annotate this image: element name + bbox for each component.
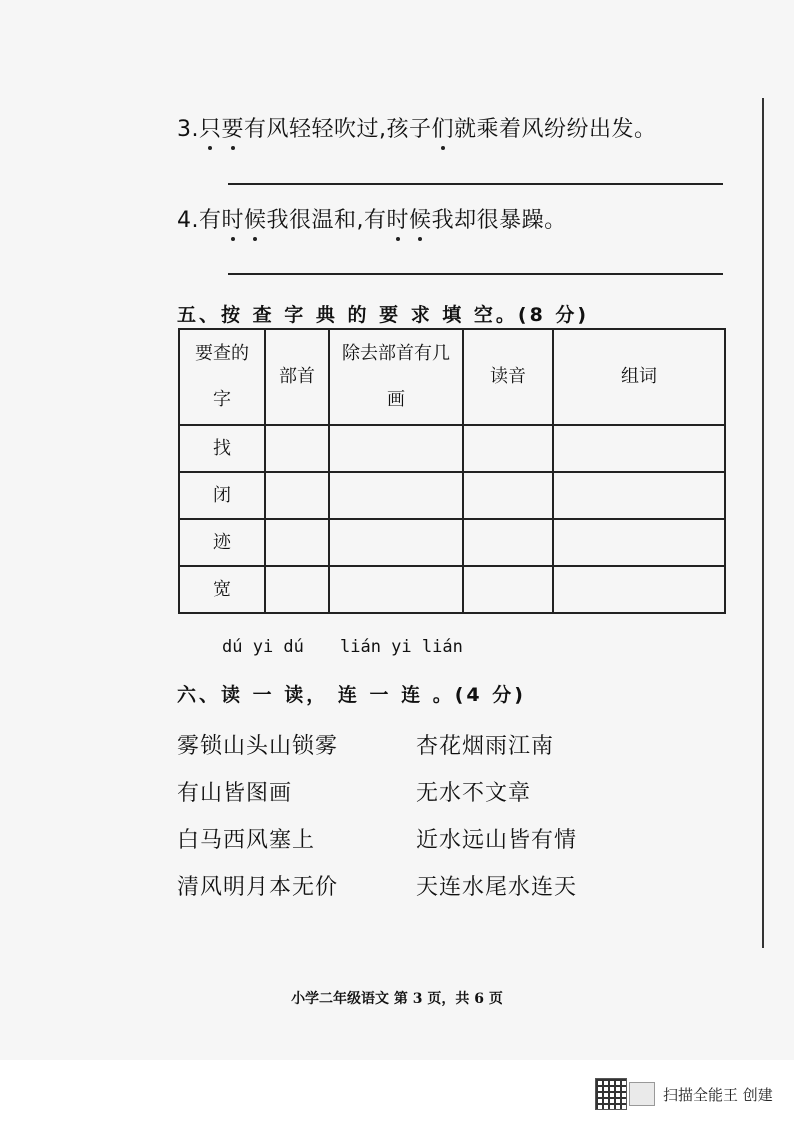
blank-cell[interactable] [553, 566, 725, 613]
blank-cell[interactable] [553, 425, 725, 472]
sentence-4-text: 我却很暴躁。 [431, 208, 567, 233]
row-character: 找 [179, 425, 265, 472]
blank-cell[interactable] [329, 566, 463, 613]
emphasis-char: 时 [386, 208, 410, 233]
match-left-item[interactable]: 清风明月本无价 [177, 875, 339, 900]
app-logo-icon [629, 1082, 655, 1106]
row-character: 迹 [179, 519, 265, 566]
answer-line-4[interactable] [228, 273, 723, 275]
header-pronunciation: 读音 [463, 329, 553, 425]
blank-cell[interactable] [463, 425, 553, 472]
blank-cell[interactable] [265, 472, 329, 519]
header-strokes-line2: 画 [387, 389, 405, 410]
header-word: 组词 [553, 329, 725, 425]
match-left-item[interactable]: 白马西风塞上 [177, 828, 316, 853]
emphasis-char: 候 [244, 208, 267, 233]
blank-cell[interactable] [553, 519, 725, 566]
section-6-title: 六、读 一 读， 连 一 连 。(4 分) [177, 684, 526, 706]
header-radical: 部首 [265, 329, 329, 425]
header-strokes-line1: 除去部首有几 [342, 343, 450, 364]
emphasis-char: 时 [221, 208, 245, 233]
pinyin-connect: lián yi lián [340, 637, 463, 657]
blank-cell[interactable] [329, 425, 463, 472]
section-5-title: 五、按 查 字 典 的 要 求 填 空。(8 分) [177, 304, 590, 326]
margin-rule [762, 98, 764, 948]
sentence-4-text: 4.有 [177, 208, 222, 233]
blank-cell[interactable] [463, 519, 553, 566]
table-row [179, 566, 725, 613]
qr-code-icon [595, 1078, 627, 1110]
sentence-3-number: 3. [177, 117, 199, 142]
sentence-3-text: 有风轻轻吹过,孩子 [244, 117, 432, 142]
blank-cell[interactable] [329, 519, 463, 566]
blank-cell[interactable] [265, 425, 329, 472]
page-footer: 小学二年级语文 第 3 页，共 6 页 [291, 991, 503, 1007]
header-character-line1: 要查的 [195, 343, 249, 364]
sentence-3-text: 就乘着风纷纷出发。 [454, 117, 657, 142]
blank-cell[interactable] [553, 472, 725, 519]
match-left-item[interactable]: 有山皆图画 [177, 781, 293, 806]
match-left-item[interactable]: 雾锁山头山锁雾 [177, 734, 339, 759]
table-header-row [179, 329, 725, 425]
table-row [179, 519, 725, 566]
table-row [179, 472, 725, 519]
blank-cell[interactable] [463, 472, 553, 519]
row-character: 宽 [179, 566, 265, 613]
header-character-line2: 字 [213, 389, 231, 410]
blank-cell[interactable] [463, 566, 553, 613]
header-character [179, 329, 265, 425]
emphasis-char: 只 [199, 117, 222, 142]
blank-cell[interactable] [265, 519, 329, 566]
match-right-item[interactable]: 天连水尾水连天 [416, 875, 578, 900]
dictionary-table [178, 328, 726, 614]
sentence-3 [177, 112, 657, 143]
match-right-item[interactable]: 无水不文章 [416, 781, 532, 806]
answer-line-3[interactable] [228, 183, 723, 185]
emphasis-char: 要 [221, 117, 245, 142]
header-strokes [329, 329, 463, 425]
blank-cell[interactable] [265, 566, 329, 613]
emphasis-char: 们 [431, 117, 455, 142]
watermark-text: 扫描全能王 创建 [663, 1085, 773, 1104]
sentence-4-text: 我很温和,有 [266, 208, 387, 233]
sentence-4 [177, 203, 567, 234]
match-right-item[interactable]: 近水远山皆有情 [416, 828, 578, 853]
match-right-item[interactable]: 杏花烟雨江南 [416, 734, 555, 759]
blank-cell[interactable] [329, 472, 463, 519]
emphasis-char: 候 [409, 208, 432, 233]
row-character: 闭 [179, 472, 265, 519]
scanner-watermark [595, 1076, 773, 1112]
pinyin-read: dú yi dú [222, 637, 304, 657]
table-row [179, 425, 725, 472]
